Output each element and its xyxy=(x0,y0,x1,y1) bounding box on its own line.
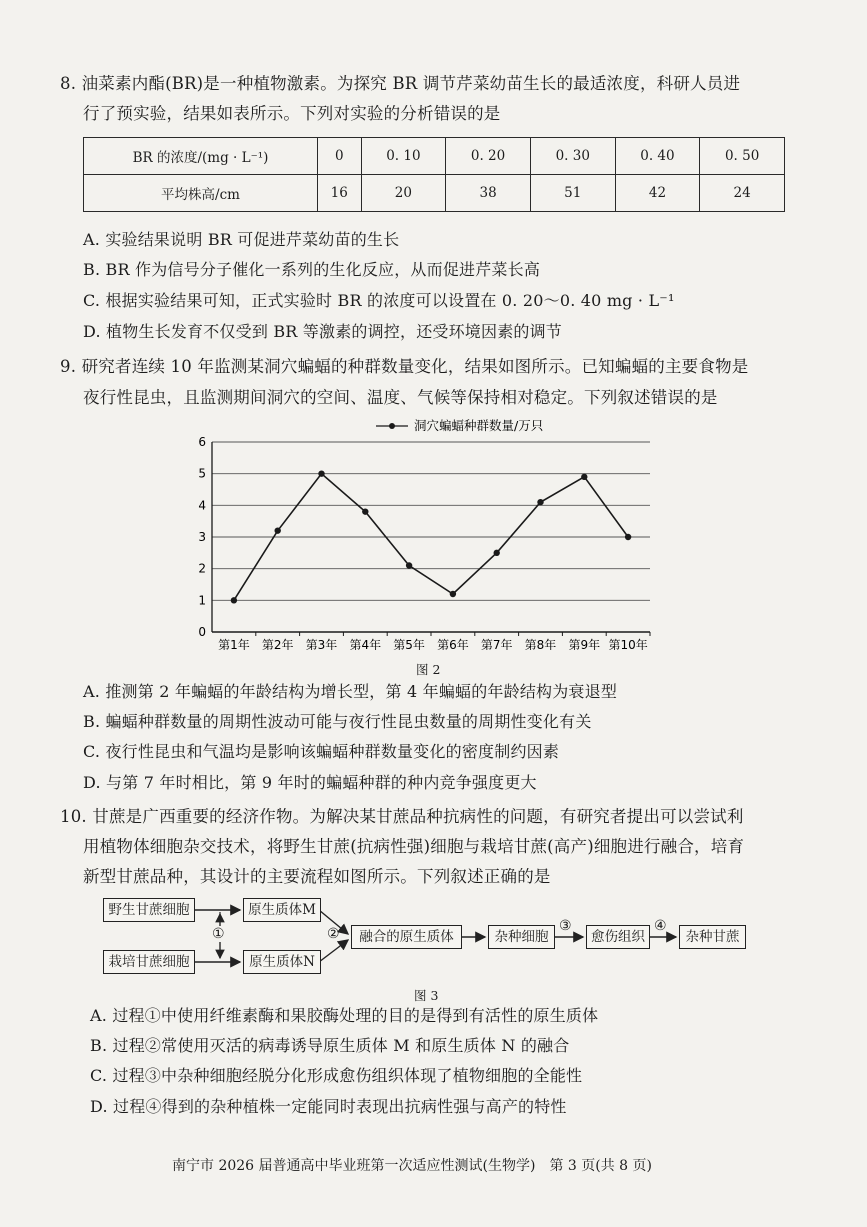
flow-box-protoplast-n: 原生质体N xyxy=(243,950,321,974)
page-footer: 南宁市 2026 届普通高中毕业班第一次适应性测试(生物学) 第 3 页(共 8 页) xyxy=(172,1158,652,1174)
q10-option-b: B. 过程②常使用灭活的病毒诱导原生质体 M 和原生质体 N 的融合 xyxy=(90,1036,570,1055)
flow-step-4-label: ④ xyxy=(654,918,667,934)
q8-stem-line2: 行了预实验，结果如表所示。下列对实验的分析错误的是 xyxy=(83,104,501,123)
table-cell: 0. 20 xyxy=(446,138,531,175)
q8-option-b: B. BR 作为信号分子催化一系列的生化反应，从而促进芹菜长高 xyxy=(83,260,541,279)
flow-box-callus: 愈伤组织 xyxy=(586,925,650,949)
figure2-caption: 图 2 xyxy=(416,662,441,677)
y-tick-label: 2 xyxy=(198,561,206,576)
y-tick-label: 6 xyxy=(198,435,206,449)
legend-label: 洞穴蝙蝠种群数量/万只 xyxy=(414,418,544,433)
x-tick-label: 第10年 xyxy=(608,638,648,650)
x-tick-label: 第4年 xyxy=(349,638,382,650)
flow-step-1-label: ① xyxy=(212,926,225,942)
q8-option-c: C. 根据实验结果可知，正式实验时 BR 的浓度可以设置在 0. 20～0. 40 mg · L⁻¹ xyxy=(83,291,675,310)
flow-step-3-label: ③ xyxy=(559,918,572,934)
q10-option-d: D. 过程④得到的杂种植株一定能同时表现出抗病性强与高产的特性 xyxy=(90,1097,567,1116)
x-tick-label: 第6年 xyxy=(437,638,469,650)
table-cell: 0. 10 xyxy=(361,138,446,175)
x-tick-label: 第1年 xyxy=(218,638,250,650)
table-cell: 0. 50 xyxy=(700,138,785,175)
flow-box-hybrid-sugarcane: 杂种甘蔗 xyxy=(679,925,746,949)
table-cell: 20 xyxy=(361,175,446,212)
q10-option-c: C. 过程③中杂种细胞经脱分化形成愈伤组织体现了植物细胞的全能性 xyxy=(90,1066,583,1085)
y-tick-label: 3 xyxy=(198,530,206,544)
q8-option-d: D. 植物生长发育不仅受到 BR 等激素的调控，还受环境因素的调节 xyxy=(83,322,563,341)
table-cell: 42 xyxy=(615,175,700,212)
table-cell: 38 xyxy=(446,175,531,212)
flow-box-hybrid-cell: 杂种细胞 xyxy=(488,925,555,949)
q10-stem-line1: 10. 甘蔗是广西重要的经济作物。为解决某甘蔗品种抗病性的问题，有研究者提出可以尝试利 xyxy=(60,807,744,826)
q10-stem-line3: 新型甘蔗品种，其设计的主要流程如图所示。下列叙述正确的是 xyxy=(83,867,551,886)
q9-stem-line1: 9. 研究者连续 10 年监测某洞穴蝙蝠的种群数量变化，结果如图所示。已知蝙蝠的主要食物是 xyxy=(60,357,749,376)
flow-box-protoplast-m: 原生质体M xyxy=(243,898,321,922)
table-cell: 24 xyxy=(700,175,785,212)
flow-box-wild-cell: 野生甘蔗细胞 xyxy=(103,898,195,922)
flow-step-2-label: ② xyxy=(327,926,340,942)
figure3-caption: 图 3 xyxy=(414,988,439,1003)
q9-option-c: C. 夜行性昆虫和气温均是影响该蝙蝠种群数量变化的密度制约因素 xyxy=(83,742,560,761)
table-cell: 0 xyxy=(318,138,362,175)
x-tick-label: 第7年 xyxy=(480,638,513,650)
table-header-concentration: BR 的浓度/(mg · L⁻¹) xyxy=(84,138,318,175)
y-tick-label: 0 xyxy=(198,625,206,639)
table-cell: 0. 40 xyxy=(615,138,700,175)
q9-stem-line2: 夜行性昆虫，且监测期间洞穴的空间、温度、气候等保持相对稳定。下列叙述错误的是 xyxy=(83,388,718,407)
q9-option-d: D. 与第 7 年时相比，第 9 年时的蝙蝠种群的种内竞争强度更大 xyxy=(83,773,537,792)
flow-box-cultivated-cell: 栽培甘蔗细胞 xyxy=(103,950,195,974)
y-tick-label: 5 xyxy=(198,466,206,481)
table-cell: 0. 30 xyxy=(530,138,615,175)
x-tick-label: 第8年 xyxy=(524,638,557,650)
q9-option-a: A. 推测第 2 年蝙蝠的年龄结构为增长型，第 4 年蝙蝠的年龄结构为衰退型 xyxy=(83,682,618,701)
x-tick-label: 第5年 xyxy=(393,638,425,650)
y-tick-label: 4 xyxy=(198,498,206,513)
x-tick-label: 第3年 xyxy=(305,638,338,650)
q10-stem-line2: 用植物体细胞杂交技术，将野生甘蔗(抗病性强)细胞与栽培甘蔗(高产)细胞进行融合，培育 xyxy=(83,837,745,856)
x-tick-label: 第2年 xyxy=(261,638,294,650)
q10-option-a: A. 过程①中使用纤维素酶和果胶酶处理的目的是得到有活性的原生质体 xyxy=(90,1006,599,1025)
q8-stem-line1: 8. 油菜素内酯(BR)是一种植物激素。为探究 BR 调节芹菜幼苗生长的最适浓度，科研人员进 xyxy=(60,74,741,93)
table-cell: 16 xyxy=(318,175,362,212)
x-tick-label: 第9年 xyxy=(568,638,601,650)
q9-option-b: B. 蝙蝠种群数量的周期性波动可能与夜行性昆虫数量的周期性变化有关 xyxy=(83,712,592,731)
q8-option-a: A. 实验结果说明 BR 可促进芹菜幼苗的生长 xyxy=(83,230,400,249)
table-header-height: 平均株高/cm xyxy=(84,175,318,212)
y-tick-label: 1 xyxy=(198,593,206,608)
flow-box-fused-protoplast: 融合的原生质体 xyxy=(351,925,462,949)
table-cell: 51 xyxy=(530,175,615,212)
